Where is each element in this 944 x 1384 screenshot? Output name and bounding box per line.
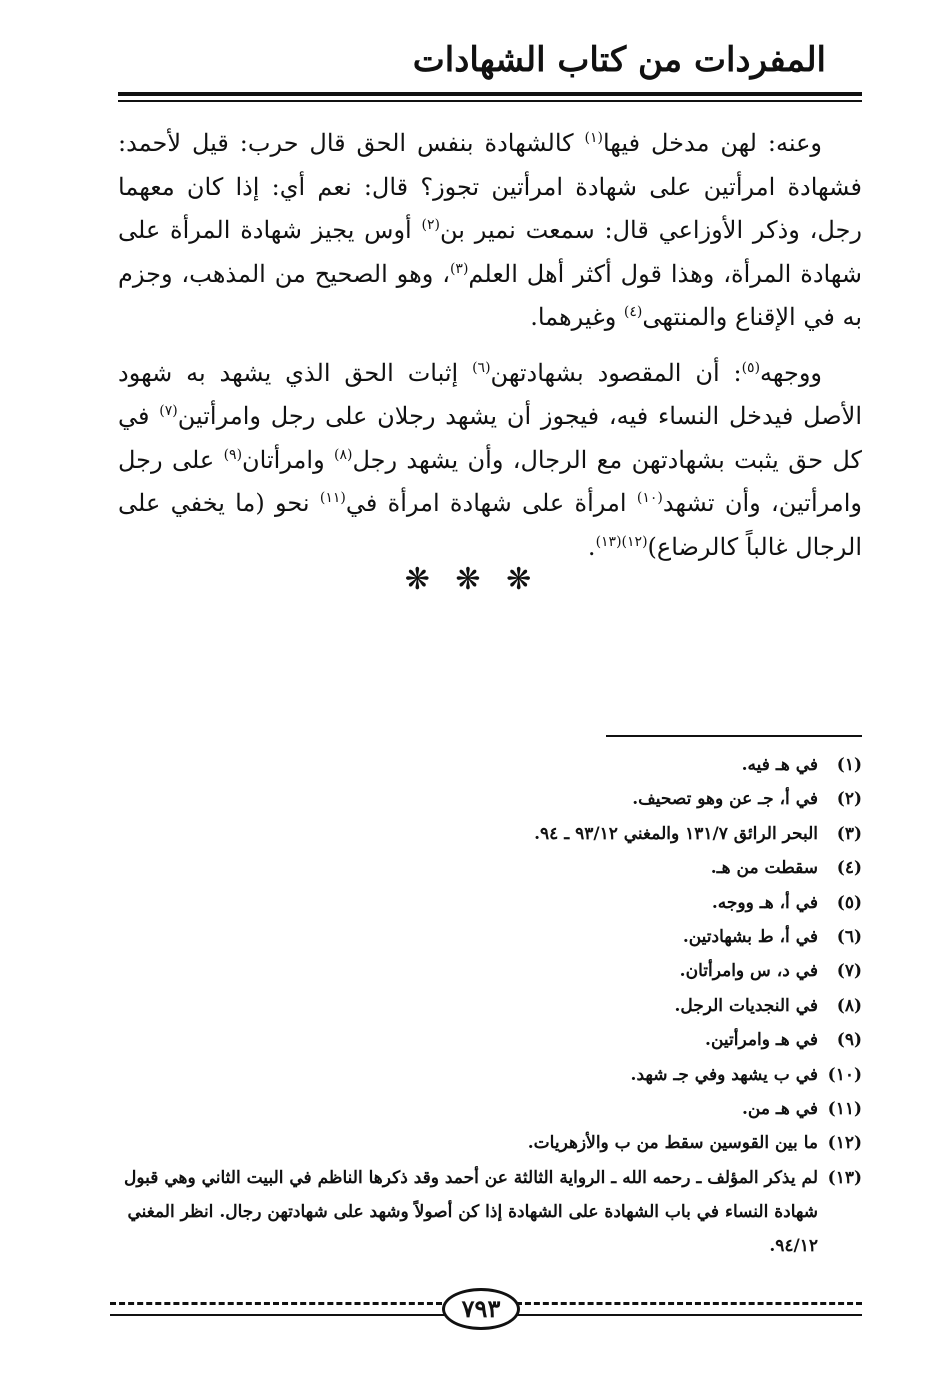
page-number: ٧٩٣	[442, 1288, 520, 1330]
footnote-item	[110, 1161, 862, 1263]
text-run: وامرأتان	[242, 445, 335, 474]
footnote-text: في هـ فيه.	[741, 755, 818, 775]
footnote-number: (٢)	[836, 789, 862, 810]
footnote-ref: (٦)	[472, 359, 491, 376]
footnote-text: في هـ وامرأتين.	[705, 1030, 818, 1051]
text-run: أوس يجيز شهادة المرأة على شهادة المرأة، وهذا قول أكثر أهل العلم	[118, 216, 862, 288]
text-run: وعنه: لهن مدخل فيها	[602, 129, 822, 157]
footnote-ref: (٢)	[421, 217, 440, 233]
header-rule-thick	[118, 92, 862, 96]
footnote-text: في ب يشهد وفي جـ شهد.	[630, 1064, 818, 1085]
header-rule-thin	[118, 100, 862, 102]
footnote-number: (١٣)	[827, 1167, 862, 1188]
main-text	[118, 122, 862, 581]
footnote-item	[110, 782, 862, 816]
text-run: في كل حق يثبت بشهادتهن مع الرجال، وأن يشهد رجل	[118, 402, 862, 474]
footnote-ref: (١٢)(١٣)	[595, 533, 648, 550]
footnote-item	[110, 954, 862, 988]
footnote-number: (٦)	[836, 927, 862, 948]
text-run: .	[587, 532, 596, 561]
text-run: ، وهو الصحيح من المذهب، وجزم به في الإقناع والمنتهى	[118, 259, 862, 331]
text-run: امرأة على شهادة امرأة في	[345, 489, 637, 517]
section-separator-stars: ❋ ❋ ❋	[404, 562, 540, 597]
footnote-ref: (١١)	[319, 490, 346, 506]
footnote-number: (٤)	[836, 858, 862, 879]
paragraph-2	[118, 352, 862, 570]
text-run: وغيرهما.	[530, 303, 624, 331]
paragraph-1	[118, 122, 862, 340]
footnote-number: (٨)	[836, 995, 862, 1016]
text-run: ووجهه	[760, 358, 822, 387]
text-run: : أن المقصود بشهادتهن	[490, 358, 742, 387]
text-run: إثبات الحق الذي يشهد به شهود الأصل فيدخل النساء فيه، فيجوز أن يشهد رجلان على رجل وامرأتين	[118, 358, 863, 430]
footnote-number: (١٢)	[827, 1133, 862, 1154]
footnote-text: في أ، جـ عن وهو تصحيف.	[632, 789, 818, 810]
text-run: نحو (ما يخفي على الرجال غالباً كالرضاع)	[118, 489, 862, 561]
footnote-number: (١)	[836, 755, 862, 775]
footnote-item	[110, 920, 862, 954]
footnote-text: البحر الرائق ١٣١/٧ والمغني ٩٣/١٢ ـ ٩٤.	[534, 823, 818, 844]
footnote-ref: (٣)	[449, 260, 469, 277]
footnote-ref: (٧)	[159, 403, 178, 419]
footnote-item	[110, 748, 862, 782]
footnote-text: في د، س وامرأتان.	[679, 961, 818, 982]
footnote-ref: (٤)	[623, 304, 643, 320]
footnote-number: (١٠)	[827, 1064, 862, 1085]
footnote-ref: (٩)	[223, 446, 243, 463]
footnotes-list	[110, 748, 862, 1263]
footnote-number: (٧)	[836, 961, 862, 982]
footnote-text: سقطت من هـ.	[710, 858, 818, 879]
footnote-text: في أ، ط بشهادتين.	[682, 927, 818, 948]
footnote-item	[110, 886, 862, 920]
footnote-ref: (٥)	[741, 359, 761, 376]
footnote-text: لم يذكر المؤلف ـ رحمه الله ـ الرواية الثالثة عن أحمد وقد ذكرها الناظم في البيت الثاني وهي قبول شهادة النساء في باب الشهادة على الشهادة إذا كن أصولاً وشهد على شهادتهن رجال. انظر المغني ٩٤/١٢.	[124, 1167, 818, 1256]
footnote-number: (٥)	[836, 892, 862, 913]
footnote-separator-rule	[606, 735, 862, 737]
footnote-item	[110, 989, 862, 1023]
footnote-number: (٣)	[836, 823, 862, 844]
footnote-item	[110, 851, 862, 885]
footnote-text: في النجديات الرجل.	[674, 995, 818, 1016]
footnote-item	[110, 817, 862, 851]
footer-dashed-rule-left	[110, 1302, 442, 1305]
footnote-text: في أ، هـ ووجه.	[711, 892, 818, 913]
footnote-ref: (١٠)	[636, 490, 663, 506]
running-header-title: المفردات من كتاب الشهادات	[412, 40, 826, 80]
footnote-text: ما بين القوسين سقط من ب والأزهريات.	[527, 1133, 818, 1154]
footer-dashed-rule-right	[516, 1302, 862, 1305]
footnote-item	[110, 1023, 862, 1057]
footnote-ref: (٨)	[334, 446, 353, 463]
footnote-ref: (١)	[584, 130, 603, 146]
footnote-item	[110, 1126, 862, 1160]
text-run: كالشهادة بنفس الحق قال حرب: قيل لأحمد: فشهادة امرأتين على شهادة امرأتين تجوز؟ قال: نعم أي: إذا كان معهما رجل، وذكر الأوزاعي قال: سمعت نمير بن	[118, 129, 862, 244]
footnote-number: (٩)	[836, 1030, 862, 1051]
footnote-item	[110, 1092, 862, 1126]
footnote-number: (١١)	[827, 1099, 862, 1120]
footnote-item	[110, 1058, 862, 1092]
text-run: على رجل وامرأتين، وأن تشهد	[118, 445, 863, 517]
footnote-text: في هـ من.	[741, 1099, 818, 1120]
